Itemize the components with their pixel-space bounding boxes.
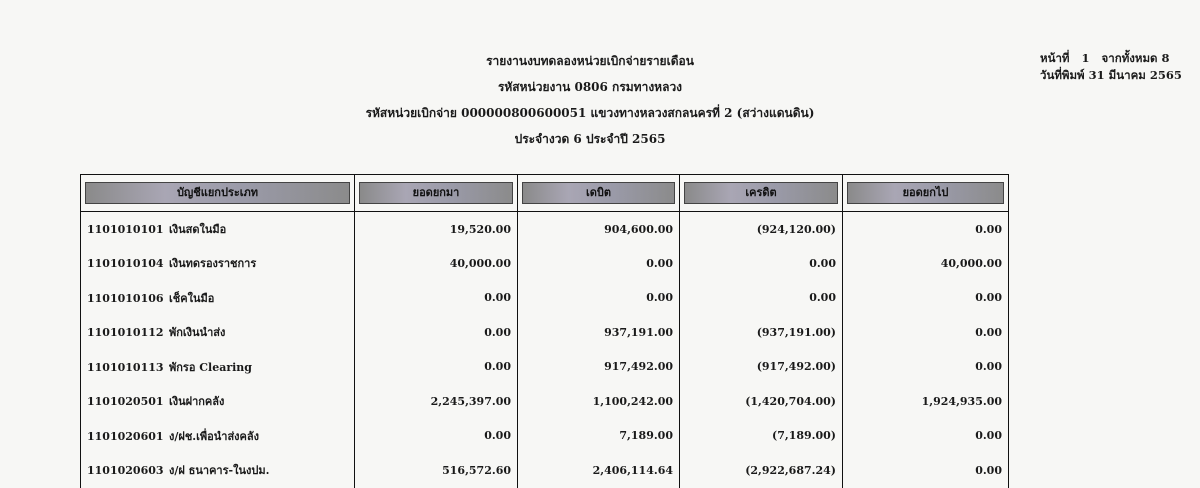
carried-forward-cell: 1,924,935.00 (843, 384, 1009, 419)
credit-cell: (1,420,704.00) (680, 384, 843, 419)
account-name: เงินฝากคลัง (169, 395, 225, 409)
account-name: พักรอ Clearing (169, 360, 252, 374)
account-cell (81, 281, 355, 316)
table-row (81, 419, 1009, 454)
carried-forward-cell: 0.00 (843, 419, 1009, 454)
credit-cell: 0.00 (680, 281, 843, 316)
print-label: วันที่พิมพ์ (1040, 68, 1085, 82)
brought-forward-cell: 19,520.00 (355, 212, 518, 247)
account-name: เช็คในมือ (169, 291, 215, 305)
account-code: 1101020603 (87, 464, 164, 478)
total-label: จากทั้งหมด (1101, 51, 1158, 65)
account-name: พักเงินนำส่ง (169, 326, 226, 340)
brought-forward-cell: 0.00 (355, 350, 518, 385)
carried-forward-cell: 0.00 (843, 212, 1009, 247)
trial-balance-table (80, 174, 1009, 488)
account-name: ง/ฝช.เพื่อนำส่งคลัง (169, 429, 259, 443)
page-number-line (1040, 50, 1182, 67)
carried-forward-cell: 0.00 (843, 281, 1009, 316)
brought-forward-cell: 2,245,397.00 (355, 384, 518, 419)
debit-cell: 0.00 (518, 281, 680, 316)
page-label: หน้าที่ (1040, 51, 1070, 65)
account-code: 1101010104 (87, 257, 164, 271)
col-header-credit: เครดิต (680, 175, 843, 212)
debit-cell: 904,600.00 (518, 212, 680, 247)
debit-cell: 1,100,242.00 (518, 384, 680, 419)
col-header-brought-forward: ยอดยกมา (355, 175, 518, 212)
debit-cell: 937,191.00 (518, 315, 680, 350)
col-header-account: บัญชีแยกประเภท (81, 175, 355, 212)
debit-cell: 917,492.00 (518, 350, 680, 385)
print-date-line (1040, 67, 1182, 84)
credit-cell: (917,492.00) (680, 350, 843, 385)
table-row (81, 281, 1009, 316)
account-cell (81, 350, 355, 385)
account-code: 1101010113 (87, 360, 164, 374)
carried-forward-cell: 40,000.00 (843, 246, 1009, 281)
carried-forward-cell: 0.00 (843, 453, 1009, 488)
brought-forward-cell: 0.00 (355, 315, 518, 350)
credit-cell: (7,189.00) (680, 419, 843, 454)
table-row (81, 212, 1009, 247)
account-cell (81, 419, 355, 454)
account-name: เงินสดในมือ (169, 223, 227, 236)
credit-cell: (924,120.00) (680, 212, 843, 247)
account-cell (81, 315, 355, 350)
brought-forward-cell: 40,000.00 (355, 246, 518, 281)
col-header-debit: เดบิต (518, 175, 680, 212)
page-number: 1 (1081, 51, 1090, 65)
carried-forward-cell: 0.00 (843, 315, 1009, 350)
account-code: 1101020601 (87, 429, 164, 443)
table-row (81, 315, 1009, 350)
account-cell (81, 384, 355, 419)
period-line: ประจำงวด 6 ประจำปี 2565 (514, 132, 666, 146)
account-code: 1101010112 (87, 326, 164, 340)
report-title: รายงานงบทดลองหน่วยเบิกจ่ายรายเดือน (486, 54, 694, 68)
account-code: 1101010106 (87, 291, 164, 305)
table-header-row (81, 175, 1009, 212)
table-row (81, 384, 1009, 419)
credit-cell: (937,191.00) (680, 315, 843, 350)
credit-cell: 0.00 (680, 246, 843, 281)
account-name: เงินทดรองราชการ (169, 257, 257, 271)
print-date: 31 มีนาคม 2565 (1088, 68, 1182, 82)
table-row (81, 350, 1009, 385)
brought-forward-cell: 516,572.60 (355, 453, 518, 488)
report-header (300, 48, 880, 152)
total-pages: 8 (1161, 51, 1170, 65)
page-info (1040, 50, 1182, 84)
agency-code-line: รหัสหน่วยงาน 0806 กรมทางหลวง (497, 80, 683, 94)
account-cell (81, 212, 355, 247)
carried-forward-cell: 0.00 (843, 350, 1009, 385)
debit-cell: 7,189.00 (518, 419, 680, 454)
table-row (81, 453, 1009, 488)
account-code: 1101020501 (87, 395, 164, 409)
brought-forward-cell: 0.00 (355, 419, 518, 454)
debit-cell: 0.00 (518, 246, 680, 281)
account-code: 1101010101 (87, 223, 164, 236)
account-cell (81, 246, 355, 281)
credit-cell: (2,922,687.24) (680, 453, 843, 488)
table-row (81, 246, 1009, 281)
disbursement-unit-line: รหัสหน่วยเบิกจ่าย 000000800600051 แขวงทางหลวงสกลนครที่ 2 (สว่างแดนดิน) (365, 106, 815, 120)
debit-cell: 2,406,114.64 (518, 453, 680, 488)
account-name: ง/ฝ ธนาคาร-ในงปม. (169, 464, 270, 478)
account-cell (81, 453, 355, 488)
brought-forward-cell: 0.00 (355, 281, 518, 316)
col-header-carried-forward: ยอดยกไป (843, 175, 1009, 212)
